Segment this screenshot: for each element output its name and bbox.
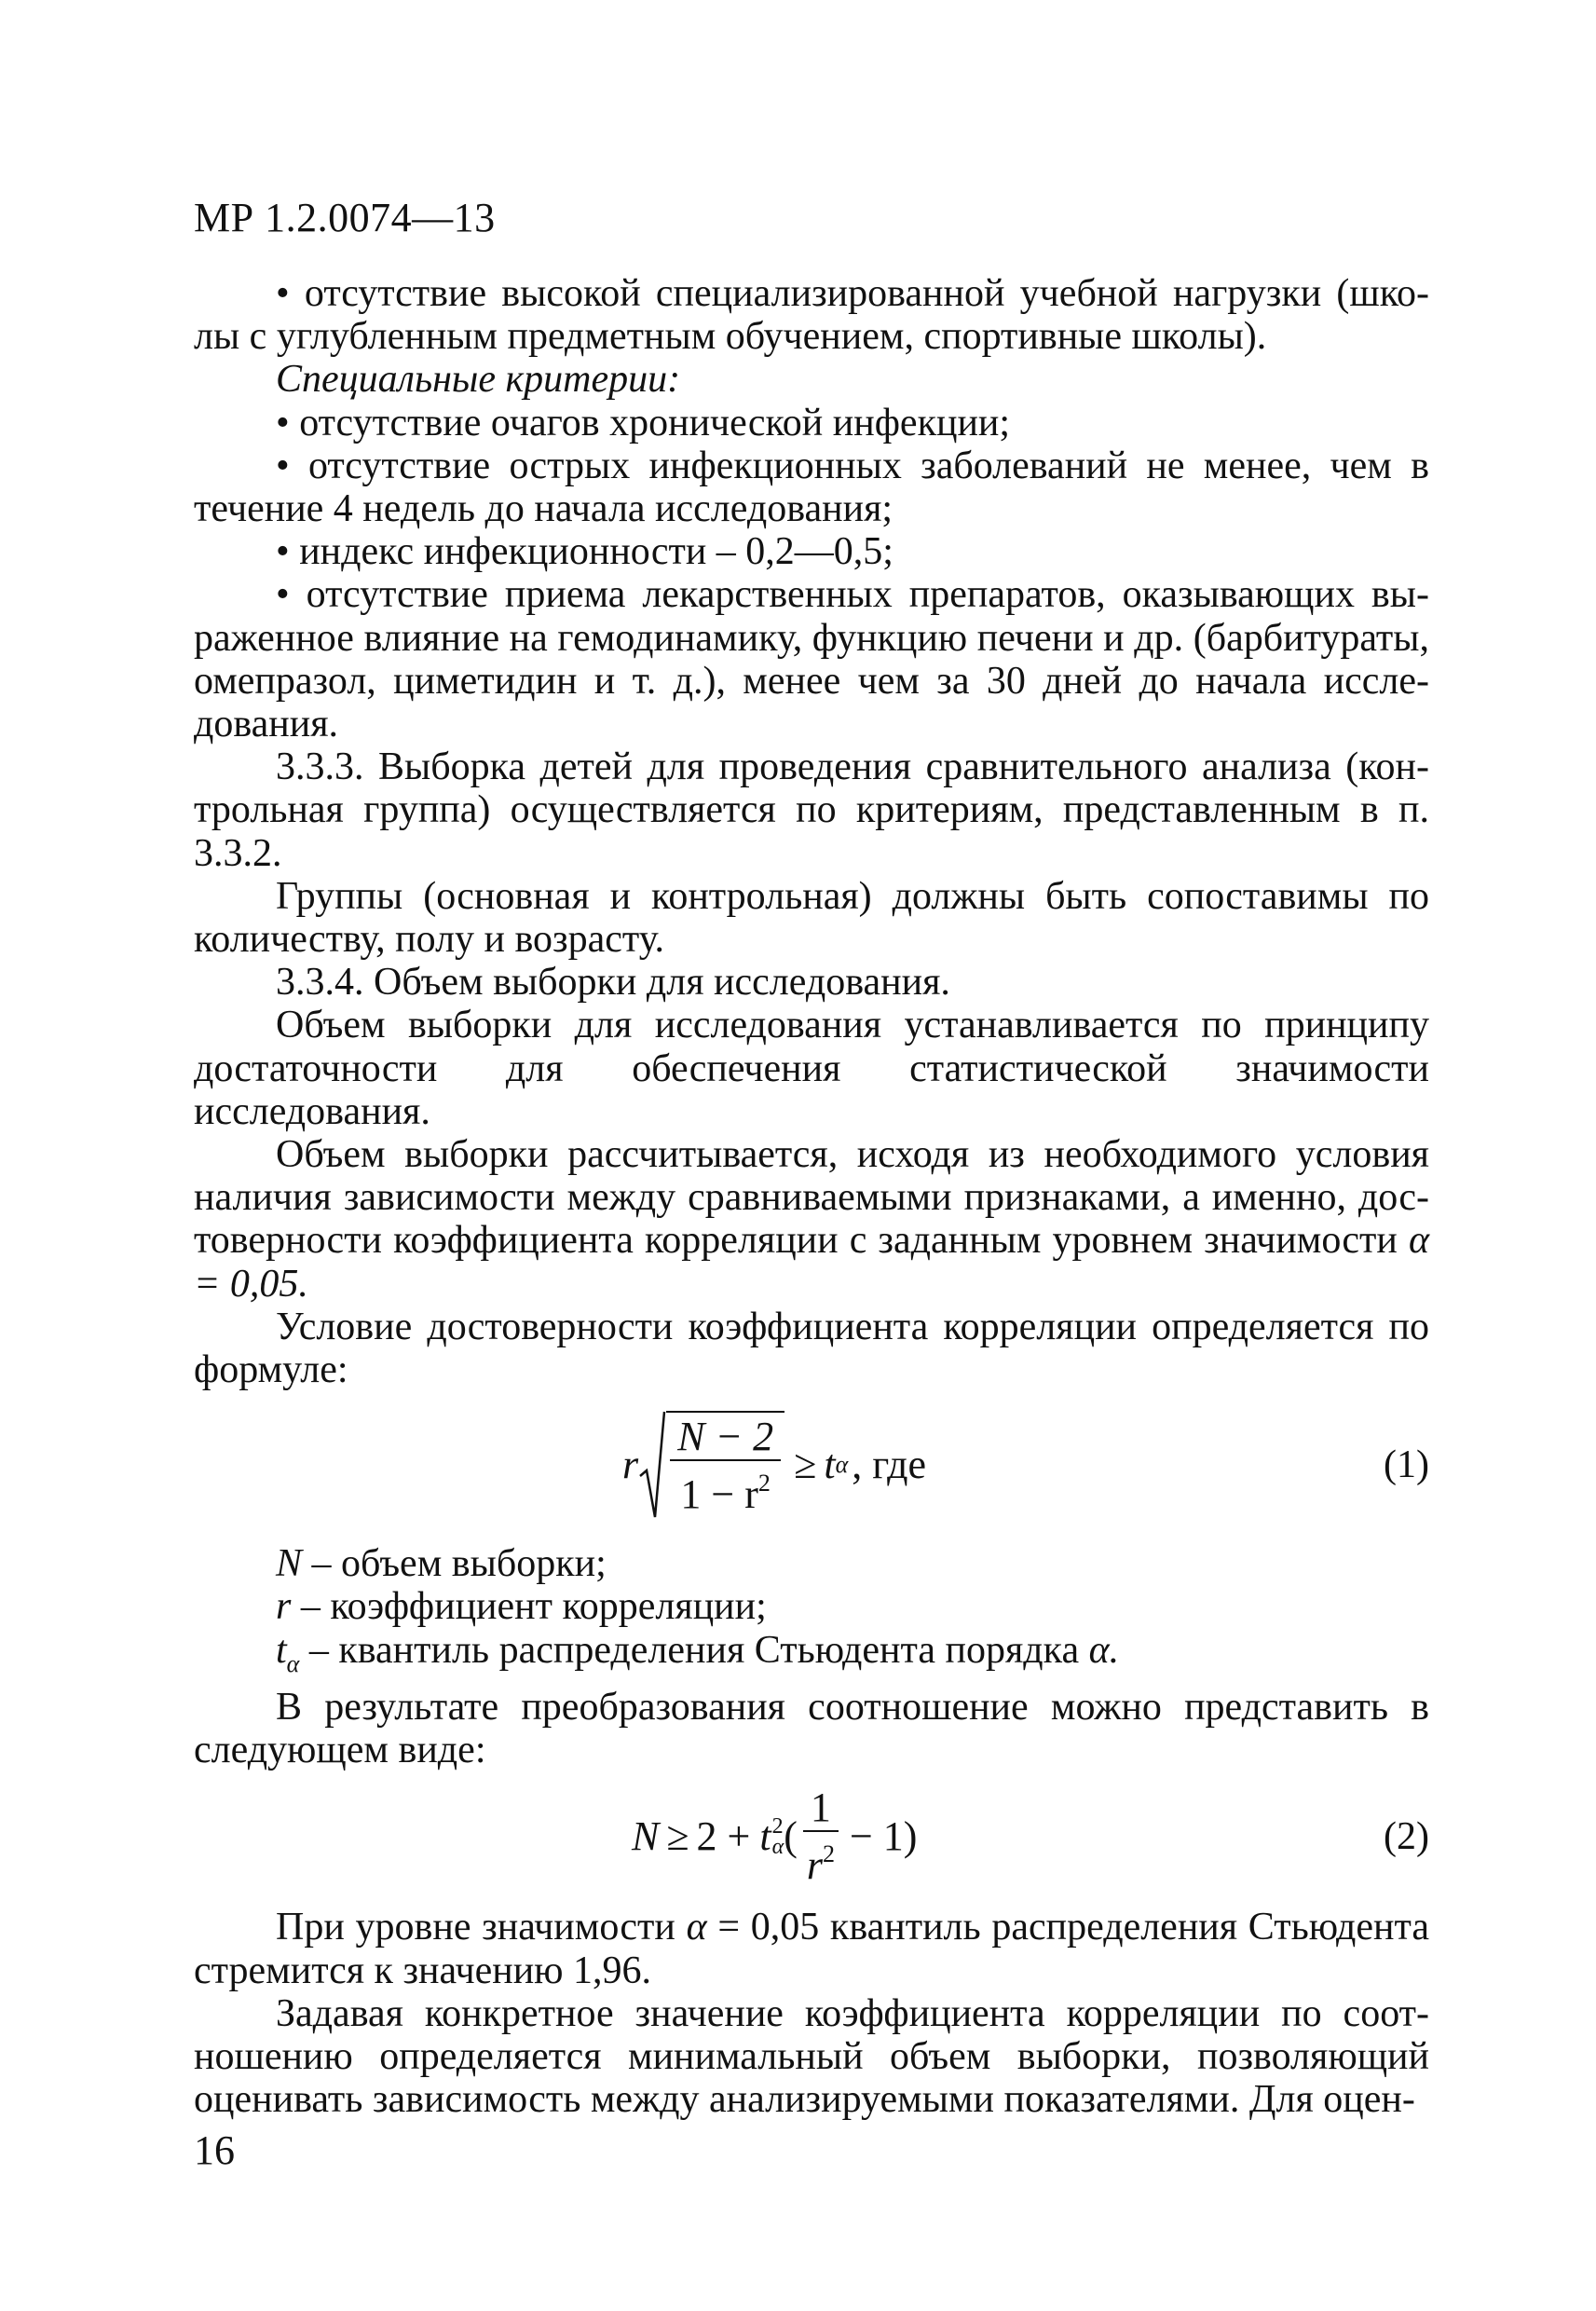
page-number: 16 xyxy=(194,2127,235,2173)
paragraph-bullet-acute-infection: • отсутствие острых инфекционных заболеваний не менее, чем в течение 4 недель до начала исследования; xyxy=(194,444,1429,531)
formula-2-N: N xyxy=(632,1813,660,1860)
formula-1-ge: ≥ xyxy=(794,1442,817,1488)
sqrt-icon xyxy=(638,1411,666,1519)
paragraph-special-criteria-heading: Специальные критерии: xyxy=(276,358,681,402)
formula-1-t: t xyxy=(824,1442,836,1488)
paragraph-bullet-load: • отсутствие высокой специализированной учебной нагрузки (школы с углубленным предметным обучением, спортивные школы). xyxy=(194,272,1429,359)
formula-1-numerator: N − 2 xyxy=(670,1415,781,1461)
formula-1-t-sub: α xyxy=(835,1451,849,1479)
definition-N: N – объем выборки; xyxy=(276,1542,607,1586)
formula-1 xyxy=(622,1395,926,1535)
formula-2-denominator: $r^2$ xyxy=(806,1840,835,1889)
document-code-header: МР 1.2.0074—13 xyxy=(194,195,496,240)
paragraph-sample-calculation xyxy=(194,1133,1429,1306)
paragraph-3-3-4: 3.3.4. Объем выборки для исследования. xyxy=(276,961,950,1005)
definition-r: r – коэффициент корреляции; xyxy=(276,1585,767,1629)
paragraph-formula-intro: Условие достоверности коэффициента корреляции определяется по формуле: xyxy=(194,1305,1429,1392)
definition-t-alpha: $t_\alpha$ – квантиль распределения Стьюдента порядка α. xyxy=(276,1628,1120,1677)
paragraph-transformation: В результате преобразования соотношение можно представить в следующем виде: xyxy=(194,1685,1429,1772)
sample-calculation-text: Объем выборки рассчитывается, исходя из необходимого условия наличия зависимости между сравниваемыми признаками, а именно, достоверности коэффициента корреляции с заданным уровнем значимости xyxy=(194,1133,1429,1263)
formula-1-tail: , где xyxy=(852,1442,926,1488)
paragraph-sample-sufficiency: Объем выборки для исследования устанавливается по принципу достаточности для обеспечения статистической значимости исследования. xyxy=(194,1004,1429,1133)
formula-1-fraction xyxy=(670,1415,781,1517)
paragraph-bullet-infection-index: • индекс инфекционности – 0,2—0,5; xyxy=(276,530,893,574)
formula-2-open-paren: ( xyxy=(784,1813,798,1860)
formula-2-row xyxy=(194,1775,1429,1898)
formula-2-number: (2) xyxy=(1384,1815,1429,1859)
paragraph-bullet-medication: • отсутствие приема лекарственных препаратов, оказывающих выраженное влияние на гемодинамику, функцию печени и др. (барбитураты, омепразол, циметидин и т. д.), менее чем за 30 дней до начала исследования. xyxy=(194,573,1429,746)
formula-1-sqrt xyxy=(638,1411,784,1519)
formula-2-ge: ≥ xyxy=(666,1813,689,1860)
formula-1-r: r xyxy=(622,1442,639,1488)
alpha-value: α = 0,05. xyxy=(194,1219,1429,1306)
formula-1-row xyxy=(194,1395,1429,1535)
formula-2-close: − 1) xyxy=(849,1813,918,1860)
paragraph-minimum-sample: Задавая конкретное значение коэффициента корреляции по соотношению определяется минимальный объем выборки, позволяющий оценивать зависимость между анализируемыми показателями. Для оцен- xyxy=(194,1991,1429,2122)
paragraph-bullet-chronic-infection: • отсутствие очагов хронической инфекции; xyxy=(276,401,1011,444)
formula-1-denominator: $1 - r^2$ xyxy=(680,1470,771,1518)
formula-2-two-plus: 2 + xyxy=(696,1813,751,1860)
paragraph-3-3-3: 3.3.3. Выборка детей для проведения сравнительного анализа (контрольная группа) осуществляется по критериям, представленным в п. 3.3.2. xyxy=(194,745,1429,875)
formula-2-t: t xyxy=(759,1813,771,1860)
paragraph-significance-level: При уровне значимости α = 0,05 квантиль распределения Стьюдента стремится к значению 1,96. xyxy=(194,1906,1429,1992)
formula-2-t-sup: 2 xyxy=(771,1814,784,1839)
formula-1-number: (1) xyxy=(1384,1443,1429,1487)
paragraph-groups-comparable: Группы (основная и контрольная) должны быть сопоставимы по количеству, полу и возрасту. xyxy=(194,874,1429,962)
formula-2 xyxy=(632,1775,917,1898)
formula-2-t-sub: α xyxy=(771,1835,784,1860)
body-text xyxy=(194,272,1429,2121)
formula-2-fraction xyxy=(799,1785,842,1888)
formula-2-numerator: 1 xyxy=(803,1785,839,1832)
